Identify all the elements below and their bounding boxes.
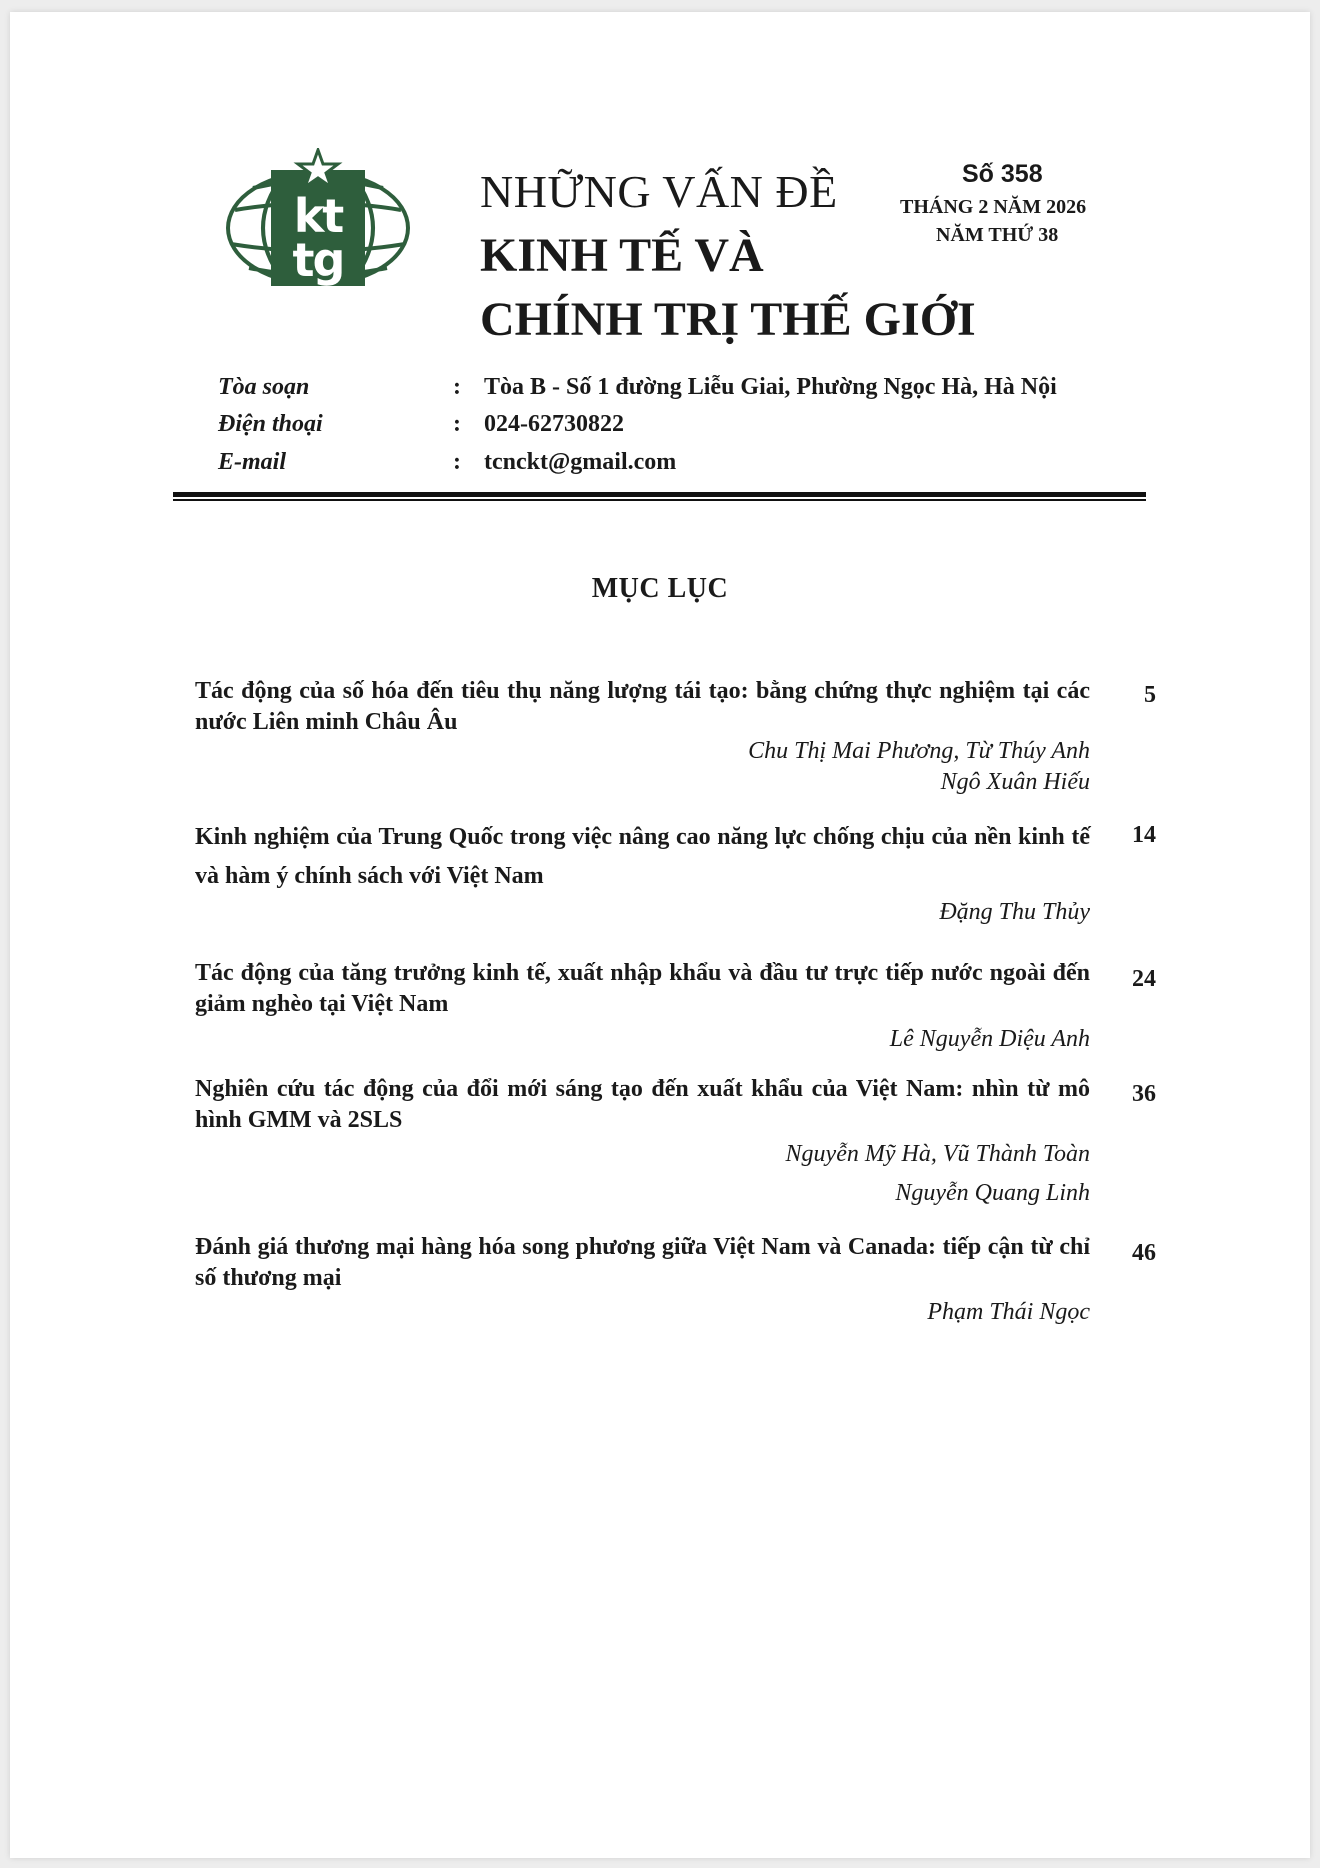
journal-title-line2: KINH TẾ VÀ [480, 229, 764, 282]
toc-entry-author: Nguyễn Mỹ Hà, Vũ Thành Toàn [785, 1141, 1090, 1167]
contact-address: Tòa B - Số 1 đường Liễu Giai, Phường Ngọc Hà, Hà Nội [484, 374, 1057, 400]
toc-entry-author: Chu Thị Mai Phương, Từ Thúy Anh [748, 738, 1090, 764]
contact-colon: : [453, 449, 461, 475]
contact-label: Tòa soạn [218, 374, 310, 400]
toc-entry-author: Nguyễn Quang Linh [895, 1180, 1090, 1206]
contact-label: E-mail [218, 449, 287, 475]
toc-entry-title[interactable]: Kinh nghiệm của Trung Quốc trong việc nâng cao năng lực chống chịu của nền kinh tế và hàm ý chính sách với Việt Nam [195, 824, 1090, 889]
issue-number: Số 358 [962, 160, 1043, 188]
header-divider [173, 492, 1146, 497]
toc-entry-title[interactable]: Nghiên cứu tác động của đổi mới sáng tạo đến xuất khẩu của Việt Nam: nhìn từ mô hình GMM và 2SLS [195, 1076, 1090, 1133]
toc-entry-title[interactable]: Tác động của số hóa đến tiêu thụ năng lượng tái tạo: bằng chứng thực nghiệm tại các nước Liên minh Châu Âu [195, 678, 1090, 735]
toc-entry-title[interactable]: Đánh giá thương mại hàng hóa song phương giữa Việt Nam và Canada: tiếp cận từ chỉ số thương mại [195, 1234, 1090, 1291]
toc-entry-page[interactable]: 46 [1132, 1240, 1156, 1266]
toc-entry-page[interactable]: 14 [1132, 822, 1156, 848]
contact-colon: : [453, 374, 461, 400]
journal-logo [223, 148, 413, 298]
toc-entry-author: Đặng Thu Thủy [939, 899, 1090, 925]
header-divider-thin [173, 499, 1146, 501]
toc-entry-author: Phạm Thái Ngọc [927, 1299, 1090, 1325]
journal-title-line3: CHÍNH TRỊ THẾ GIỚI [480, 293, 976, 346]
svg-text:tg: tg [292, 233, 344, 287]
issue-year: NĂM THỨ 38 [936, 224, 1059, 246]
contact-phone: 024-62730822 [484, 411, 624, 437]
svg-text:kt: kt [293, 189, 343, 243]
toc-entry-page[interactable]: 36 [1132, 1081, 1156, 1107]
toc-entry-page[interactable]: 5 [1144, 682, 1156, 708]
contact-email: tcnckt@gmail.com [484, 449, 677, 475]
issue-month: THÁNG 2 NĂM 2026 [900, 196, 1087, 218]
contact-colon: : [453, 411, 461, 437]
contact-label: Điện thoại [218, 411, 323, 437]
toc-entry-author: Ngô Xuân Hiếu [940, 769, 1090, 795]
journal-title-line1: NHỮNG VẤN ĐỀ [480, 166, 838, 217]
toc-heading: MỤC LỤC [591, 573, 729, 604]
toc-entry-author: Lê Nguyễn Diệu Anh [889, 1026, 1090, 1052]
toc-entry-page[interactable]: 24 [1132, 966, 1156, 992]
toc-entry-title[interactable]: Tác động của tăng trưởng kinh tế, xuất nhập khẩu và đầu tư trực tiếp nước ngoài đến giảm nghèo tại Việt Nam [195, 960, 1090, 1017]
document-page [10, 12, 1310, 1858]
